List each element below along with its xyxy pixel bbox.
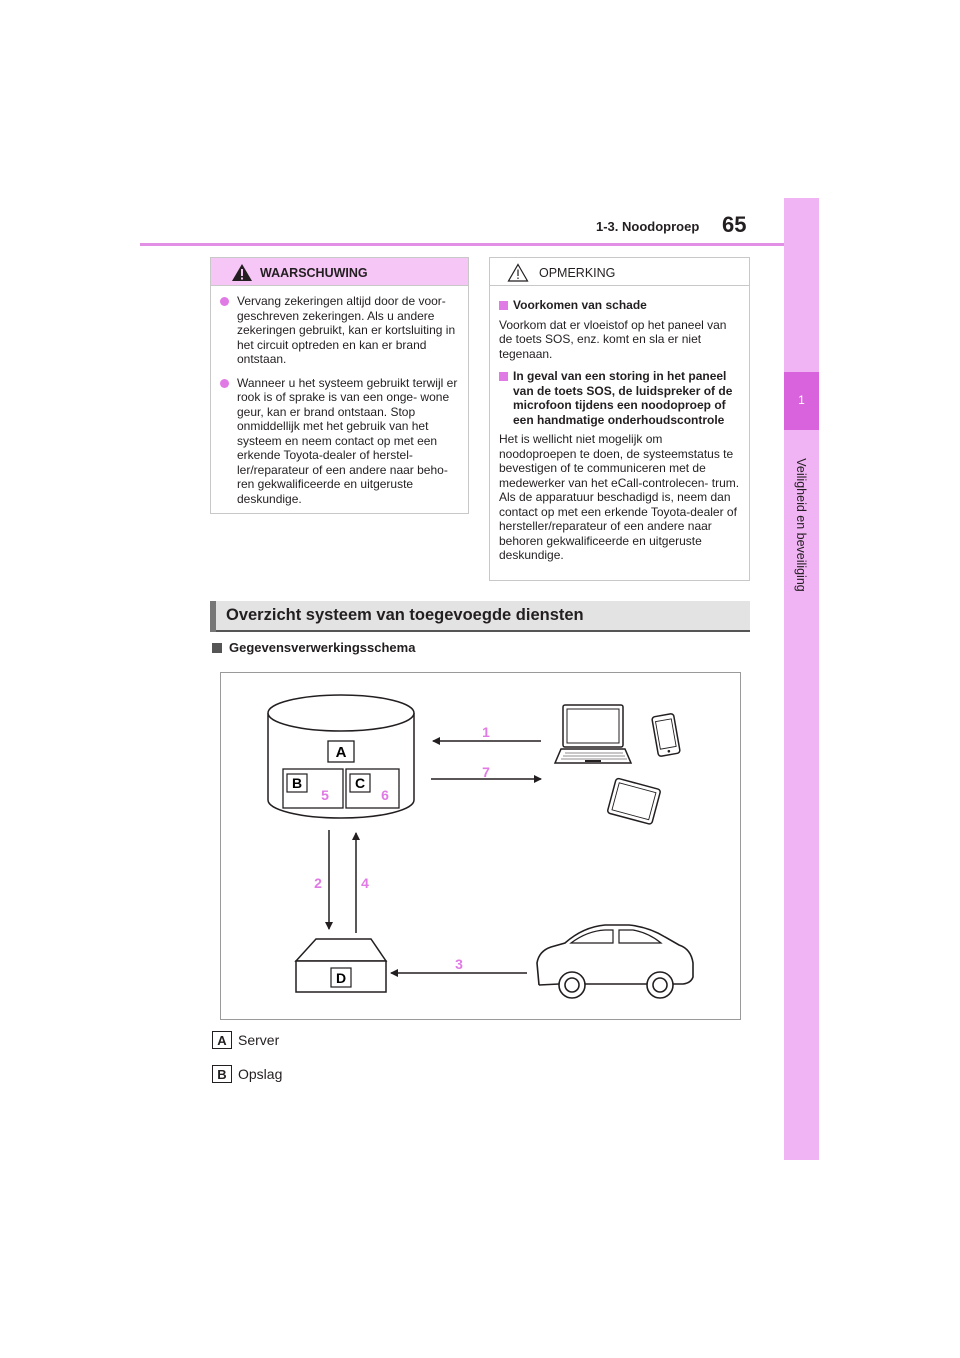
smartphone-icon: [652, 713, 681, 756]
diagram-canvas: [221, 673, 740, 1019]
legend-text-server: Server: [238, 1032, 280, 1048]
legend-key-b: B: [212, 1065, 232, 1083]
chapter-number: 1: [798, 393, 805, 407]
warning-box: [210, 257, 469, 514]
header-rule: [140, 243, 784, 246]
notice-title: OPMERKING: [539, 266, 616, 280]
notice-header: [490, 258, 749, 286]
bullet-icon: [220, 379, 229, 388]
square-bullet-icon: [499, 372, 508, 381]
section-title: 1-3. Noodoproep: [596, 219, 700, 234]
square-bullet-icon: [212, 643, 222, 653]
step-2-label: 2: [314, 875, 322, 891]
legend-key-a: A: [212, 1031, 232, 1049]
section-heading: Overzicht systeem van toegevoegde diensten: [226, 606, 584, 624]
page-number: 65: [722, 212, 747, 237]
notice-text: Voorkom dat er vloeistof op het paneel van de toets SOS, enz. komt en sla er niet tegenaan.: [499, 317, 727, 361]
subheading: Gegevensverwerkingsschema: [212, 640, 415, 655]
warning-title: WAARSCHUWING: [260, 266, 368, 280]
bullet-icon: [220, 297, 229, 306]
step-1-label: 1: [482, 724, 490, 740]
chapter-label: Veiligheid en beveiliging: [794, 458, 808, 592]
step-5-label: 5: [321, 787, 329, 803]
step-6-label: 6: [381, 787, 389, 803]
label-b: B: [291, 775, 303, 791]
data-flow-diagram: [220, 672, 741, 1020]
step-4-label: 4: [361, 875, 369, 891]
warning-item: Wanneer u het systeem gebruikt terwijl er rook is of sprake is van een onge- wone geur, kan er brand ontstaan. Stop onmiddellijk met het gebruik van het systeem en neem contact op met een erkende Toyota-dealer of herstel- ler/reparateur of een andere naar beho- ren gekwalificeerde en uitgeruste deskundige.: [220, 376, 460, 507]
notice-icon: [507, 263, 529, 282]
laptop-icon: [555, 705, 631, 763]
step-7-label: 7: [482, 764, 490, 780]
notice-heading: Voorkomen van schade: [499, 298, 741, 313]
notice-box: [489, 257, 750, 581]
car-icon: [537, 925, 693, 998]
side-tab-strip: [784, 198, 819, 1160]
label-a: A: [335, 744, 347, 761]
section-heading-accent: [210, 601, 216, 632]
label-d: D: [335, 970, 347, 986]
warning-header: [211, 258, 468, 286]
warning-icon: [231, 263, 253, 282]
step-3-label: 3: [455, 956, 463, 972]
legend-text-storage: Opslag: [238, 1066, 283, 1082]
square-bullet-icon: [499, 301, 508, 310]
warning-item: Vervang zekeringen altijd door de voor- geschreven zekeringen. Als u andere zekeringen gebruikt, kan er kortsluiting in het circuit optreden en kan er brand ontstaan.: [220, 294, 460, 367]
label-c: C: [354, 775, 366, 791]
tablet-icon: [607, 778, 661, 825]
notice-heading: In geval van een storing in het paneel van de toets SOS, de luidspreker of de microfoon tijdens een noodoproep of een handmatige onderhoudscontrole: [499, 369, 741, 427]
notice-text: Het is wellicht niet mogelijk om noodoproepen te doen, de systeemstatus te bevestigen of te communiceren met de medewerker van het eCall-controlecen- trum. Als de apparatuur beschadigd is, neem dan contact op met een erkende Toyota-dealer of hersteller/reparateur of een andere naar behoren gekwalificeerde en uitgeruste deskundige.: [499, 432, 740, 562]
